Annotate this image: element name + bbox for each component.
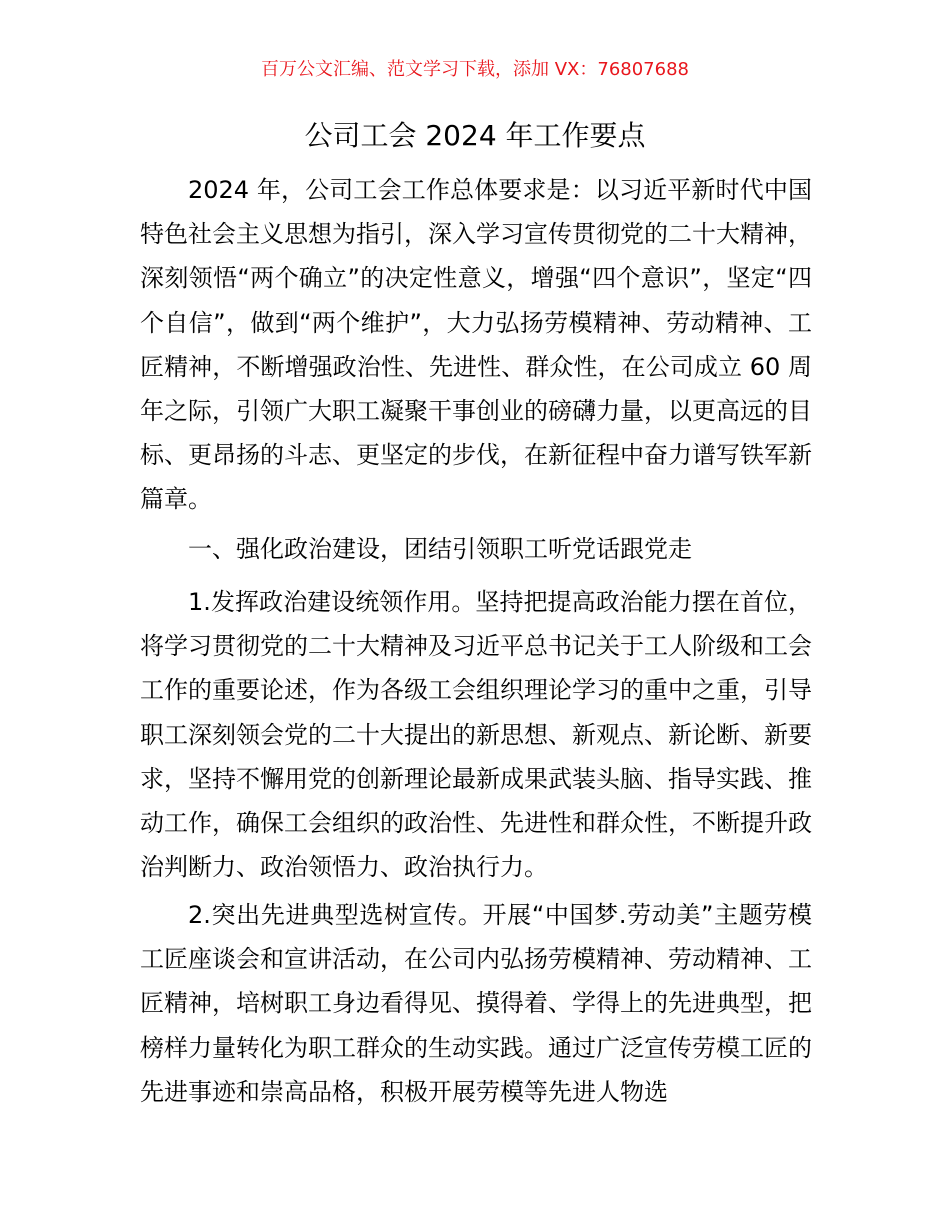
paragraph-item-2: 2.突出先进典型选树宣传。开展“中国梦.劳动美”主题劳模工匠座谈会和宣讲活动，在公司内弘扬劳模精神、劳动精神、工匠精神，培树职工身边看得见、摸得着、学得上的先进典型，把榜样力量转化为职工群众的生动实践。通过广泛宣传劳模工匠的先进事迹和崇高品格，积极开展劳模等先进人物选	[140, 901, 812, 1106]
paragraph-intro: 2024 年，公司工会工作总体要求是：以习近平新时代中国特色社会主义思想为指引，深入学习宣传贯彻党的二十大精神，深刻领悟“两个确立”的决定性意义，增强“四个意识”，坚定“四个自信”，做到“两个维护”，大力弘扬劳模精神、劳动精神、工匠精神，不断增强政治性、先进性、群众性，在公司成立 60 周年之际，引领广大职工凝聚干事创业的磅礴力量，以更高远的目标、更昂扬的斗志、更坚定的步伐，在新征程中奋力谱写铁军新篇章。	[140, 176, 812, 514]
document-title: 公司工会 2024 年工作要点	[304, 119, 646, 152]
paragraph-item-1: 1.发挥政治建设统领作用。坚持把提高政治能力摆在首位，将学习贯彻党的二十大精神及习近平总书记关于工人阶级和工会工作的重要论述，作为各级工会组织理论学习的重中之重，引导职工深刻领会党的二十大提出的新思想、新观点、新论断、新要求，坚持不懈用党的创新理论最新成果武装头脑、指导实践、推动工作，确保工会组织的政治性、先进性和群众性，不断提升政治判断力、政治领悟力、政治执行力。	[140, 588, 812, 882]
header-watermark-note: 百万公文汇编、范文学习下载，添加 VX：76807688	[261, 59, 689, 80]
section-heading-1: 一、强化政治建设，团结引领职工听党话跟党走	[188, 535, 692, 563]
